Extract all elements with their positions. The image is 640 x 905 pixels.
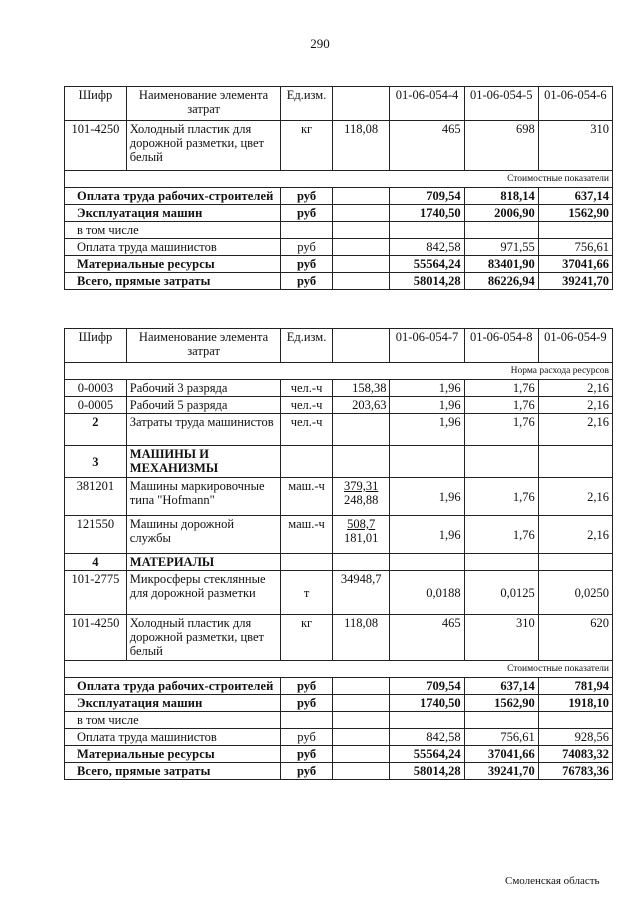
- row-value-1: 0,0188: [390, 571, 464, 615]
- header-name: Наименование элемента затрат: [126, 329, 281, 363]
- section-row-machines: [65, 446, 613, 478]
- summary-value-1: 55564,24: [390, 746, 464, 763]
- row-unit: чел.-ч: [281, 414, 333, 446]
- summary-row: [65, 746, 613, 763]
- summary-row: [65, 763, 613, 780]
- summary-unit: руб: [281, 239, 333, 256]
- table-row: [65, 121, 613, 171]
- table-row: [65, 380, 613, 397]
- resource-table-1: [64, 86, 613, 290]
- summary-row: [65, 678, 613, 695]
- price-wage: 248,88: [343, 493, 379, 507]
- summary-value-2: 86226,94: [464, 273, 538, 290]
- summary-value-2: 818,14: [464, 188, 538, 205]
- norm-label-row: [65, 363, 613, 380]
- section-title: МАШИНЫ И МЕХАНИЗМЫ: [126, 446, 281, 478]
- summary-empty: [332, 729, 390, 746]
- row-value-1: 1,96: [390, 414, 464, 446]
- header-price: [332, 329, 390, 363]
- summary-value-3: 928,56: [538, 729, 612, 746]
- summary-value-1: [390, 712, 464, 729]
- summary-value-3: 781,94: [538, 678, 612, 695]
- footer-region: Смоленская область: [505, 875, 600, 887]
- row-name: Машины дорожной службы: [126, 516, 281, 554]
- summary-label: Материальные ресурсы: [65, 746, 281, 763]
- row-price: [332, 478, 390, 516]
- summary-value-2: [464, 712, 538, 729]
- row-unit: кг: [281, 121, 333, 171]
- summary-value-2: 37041,66: [464, 746, 538, 763]
- row-code: 0-0003: [65, 380, 127, 397]
- summary-value-3: 1562,90: [538, 205, 612, 222]
- summary-value-1: 709,54: [390, 678, 464, 695]
- row-unit: кг: [281, 615, 333, 661]
- row-price: 34948,7: [332, 571, 390, 615]
- summary-value-3: 39241,70: [538, 273, 612, 290]
- header-col-3: 01-06-054-9: [538, 329, 612, 363]
- row-value-3: 2,16: [538, 478, 612, 516]
- summary-unit: руб: [281, 695, 333, 712]
- price-wage: 181,01: [343, 531, 379, 545]
- summary-row: [65, 729, 613, 746]
- row-price: 203,63: [332, 397, 390, 414]
- summary-label: Всего, прямые затраты: [65, 763, 281, 780]
- row-code: 2: [65, 414, 127, 446]
- header-col-3: 01-06-054-6: [538, 87, 612, 121]
- section-label: Стоимостные показатели: [65, 171, 613, 188]
- header-name: Наименование элемента затрат: [126, 87, 281, 121]
- summary-value-2: [464, 222, 538, 239]
- summary-unit: руб: [281, 273, 333, 290]
- section-code: 3: [65, 446, 127, 478]
- summary-value-2: 756,61: [464, 729, 538, 746]
- row-value-3: 2,16: [538, 380, 612, 397]
- summary-unit: руб: [281, 188, 333, 205]
- header-col-1: 01-06-054-7: [390, 329, 464, 363]
- table-row: [65, 571, 613, 615]
- summary-value-1: 55564,24: [390, 256, 464, 273]
- price-value: 379,31: [343, 479, 379, 493]
- row-value-1: 1,96: [390, 380, 464, 397]
- row-value-3: 2,16: [538, 516, 612, 554]
- table-header-row: [65, 87, 613, 121]
- summary-unit: руб: [281, 205, 333, 222]
- table-row: [65, 478, 613, 516]
- row-value-2: 698: [464, 121, 538, 171]
- summary-value-1: 1740,50: [390, 695, 464, 712]
- summary-value-3: [538, 222, 612, 239]
- summary-empty: [332, 222, 390, 239]
- section-label: Стоимостные показатели: [65, 661, 613, 678]
- summary-label: Всего, прямые затраты: [65, 273, 281, 290]
- row-name: Холодный пластик для дорожной разметки, цвет белый: [126, 121, 281, 171]
- summary-value-1: 1740,50: [390, 205, 464, 222]
- summary-value-3: 1918,10: [538, 695, 612, 712]
- row-code: 101-4250: [65, 615, 127, 661]
- row-unit: т: [281, 571, 333, 615]
- header-unit: Ед.изм.: [281, 87, 333, 121]
- summary-row: [65, 695, 613, 712]
- table-row: [65, 414, 613, 446]
- summary-label: Оплата труда машинистов: [65, 239, 281, 256]
- summary-body: [65, 188, 613, 290]
- summary-row: [65, 222, 613, 239]
- summary-unit: руб: [281, 763, 333, 780]
- row-price: 118,08: [332, 615, 390, 661]
- summary-empty: [332, 256, 390, 273]
- summary-value-1: [390, 222, 464, 239]
- summary-label: в том числе: [65, 222, 281, 239]
- price-value: 508,7: [347, 517, 376, 531]
- summary-value-1: 709,54: [390, 188, 464, 205]
- row-value-1: 465: [390, 615, 464, 661]
- section-title: МАТЕРИАЛЫ: [126, 554, 281, 571]
- summary-row: [65, 273, 613, 290]
- summary-unit: руб: [281, 746, 333, 763]
- row-value-2: 1,76: [464, 478, 538, 516]
- section-label-row: [65, 661, 613, 678]
- row-unit: чел.-ч: [281, 397, 333, 414]
- row-value-3: 2,16: [538, 414, 612, 446]
- row-unit: маш.-ч: [281, 516, 333, 554]
- summary-empty: [332, 205, 390, 222]
- summary-label: Эксплуатация машин: [65, 695, 281, 712]
- summary-label: Оплата труда рабочих-строителей: [65, 678, 281, 695]
- summary-value-3: 37041,66: [538, 256, 612, 273]
- summary-empty: [332, 273, 390, 290]
- summary-value-3: 76783,36: [538, 763, 612, 780]
- row-unit: маш.-ч: [281, 478, 333, 516]
- summary-empty: [332, 188, 390, 205]
- norm-label: Норма расхода ресурсов: [65, 363, 613, 380]
- row-name: Холодный пластик для дорожной разметки, цвет белый: [126, 615, 281, 661]
- summary-value-2: 971,55: [464, 239, 538, 256]
- summary-value-2: 1562,90: [464, 695, 538, 712]
- header-unit: Ед.изм.: [281, 329, 333, 363]
- summary-value-2: 637,14: [464, 678, 538, 695]
- header-code: Шифр: [65, 329, 127, 363]
- row-value-1: 1,96: [390, 397, 464, 414]
- summary-value-2: 2006,90: [464, 205, 538, 222]
- summary-value-3: 756,61: [538, 239, 612, 256]
- summary-value-3: [538, 712, 612, 729]
- header-code: Шифр: [65, 87, 127, 121]
- row-price: 158,38: [332, 380, 390, 397]
- row-value-2: 1,76: [464, 516, 538, 554]
- summary-value-3: 74083,32: [538, 746, 612, 763]
- summary-empty: [332, 746, 390, 763]
- summary-row: [65, 712, 613, 729]
- summary-label: Эксплуатация машин: [65, 205, 281, 222]
- row-code: 381201: [65, 478, 127, 516]
- section-code: 4: [65, 554, 127, 571]
- row-code: 101-2775: [65, 571, 127, 615]
- summary-empty: [332, 695, 390, 712]
- header-price: [332, 87, 390, 121]
- row-value-2: 1,76: [464, 397, 538, 414]
- row-value-1: 1,96: [390, 478, 464, 516]
- row-code: 0-0005: [65, 397, 127, 414]
- row-value-3: 310: [538, 121, 612, 171]
- summary-value-1: 842,58: [390, 239, 464, 256]
- row-value-2: 310: [464, 615, 538, 661]
- summary-empty: [332, 763, 390, 780]
- summary-unit: руб: [281, 256, 333, 273]
- header-col-2: 01-06-054-8: [464, 329, 538, 363]
- row-code: 101-4250: [65, 121, 127, 171]
- row-name: Рабочий 3 разряда: [126, 380, 281, 397]
- row-value-2: 1,76: [464, 414, 538, 446]
- row-name: Микросферы стеклянные для дорожной разметки: [126, 571, 281, 615]
- header-col-2: 01-06-054-5: [464, 87, 538, 121]
- row-value-1: 1,96: [390, 516, 464, 554]
- row-value-3: 620: [538, 615, 612, 661]
- resource-table-2: [64, 328, 613, 780]
- row-value-3: 0,0250: [538, 571, 612, 615]
- summary-value-1: 58014,28: [390, 273, 464, 290]
- summary-value-1: 58014,28: [390, 763, 464, 780]
- section-label-row: [65, 171, 613, 188]
- header-col-1: 01-06-054-4: [390, 87, 464, 121]
- section-row-materials: [65, 554, 613, 571]
- summary-label: в том числе: [65, 712, 281, 729]
- summary-value-3: 637,14: [538, 188, 612, 205]
- summary-empty: [332, 239, 390, 256]
- row-unit: чел.-ч: [281, 380, 333, 397]
- row-price: [332, 414, 390, 446]
- table-row: [65, 397, 613, 414]
- summary-unit: руб: [281, 729, 333, 746]
- row-name: Рабочий 5 разряда: [126, 397, 281, 414]
- summary-value-2: 83401,90: [464, 256, 538, 273]
- row-value-1: 465: [390, 121, 464, 171]
- table-row: [65, 615, 613, 661]
- row-price: 118,08: [332, 121, 390, 171]
- summary-row: [65, 239, 613, 256]
- table-row: [65, 516, 613, 554]
- row-value-3: 2,16: [538, 397, 612, 414]
- summary-label: Оплата труда рабочих-строителей: [65, 188, 281, 205]
- summary-unit: [281, 712, 333, 729]
- row-value-2: 1,76: [464, 380, 538, 397]
- row-name: Затраты труда машинистов: [126, 414, 281, 446]
- summary-unit: [281, 222, 333, 239]
- row-name: Машины маркировочные типа "Hofmann": [126, 478, 281, 516]
- summary-row: [65, 205, 613, 222]
- row-code: 121550: [65, 516, 127, 554]
- summary-row: [65, 188, 613, 205]
- row-value-2: 0,0125: [464, 571, 538, 615]
- page-number: 290: [310, 36, 330, 51]
- summary-value-1: 842,58: [390, 729, 464, 746]
- summary-body: [65, 678, 613, 780]
- row-price: [332, 516, 390, 554]
- summary-empty: [332, 678, 390, 695]
- summary-label: Материальные ресурсы: [65, 256, 281, 273]
- summary-row: [65, 256, 613, 273]
- summary-empty: [332, 712, 390, 729]
- table-header-row: [65, 329, 613, 363]
- summary-label: Оплата труда машинистов: [65, 729, 281, 746]
- summary-value-2: 39241,70: [464, 763, 538, 780]
- summary-unit: руб: [281, 678, 333, 695]
